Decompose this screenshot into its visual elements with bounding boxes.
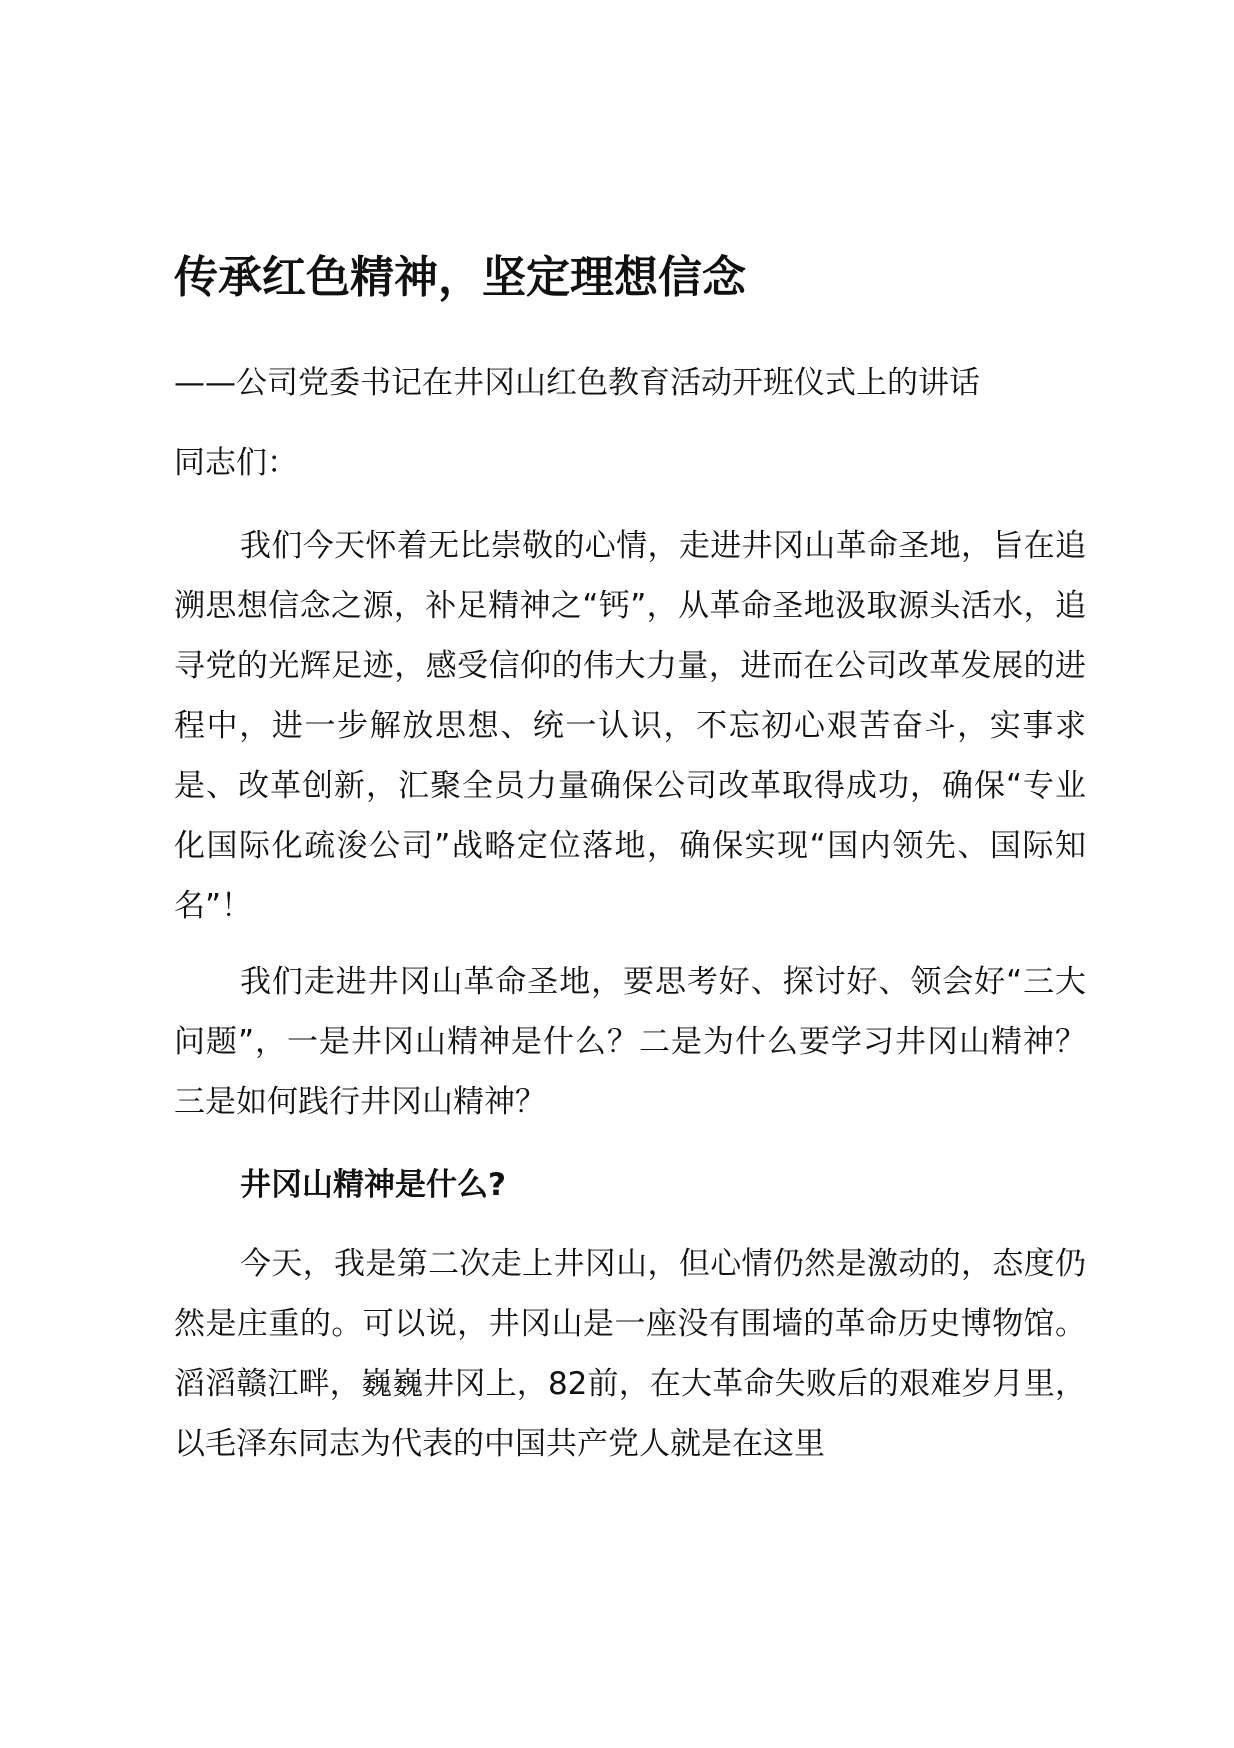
document-title: 传承红色精神，坚定理想信念 [174, 252, 746, 303]
paragraph-2: 我们走进井冈山革命圣地，要思考好、探讨好、领会好“三大问题”，一是井冈山精神是什么？二是为什么要学习井冈山精神？三是如何践行井冈山精神？ [174, 964, 1086, 1120]
section-heading: 井冈山精神是什么? [240, 1167, 506, 1203]
document-subtitle: ——公司党委书记在井冈山红色教育活动开班仪式上的讲话 [174, 365, 980, 401]
salutation: 同志们： [174, 445, 298, 481]
paragraph-1: 我们今天怀着无比崇敬的心情，走进井冈山革命圣地，旨在追溯思想信念之源，补足精神之“钙”，从革命圣地汲取源头活水，追寻党的光辉足迹，感受信仰的伟大力量，进而在公司改革发展的进程中，进一步解放思想、统一认识，不忘初心艰苦奋斗，实事求是、改革创新，汇聚全员力量确保公司改革取得成功，确保“专业化国际化疏浚公司”战略定位落地，确保实现“国内领先、国际知名”！ [174, 528, 1086, 924]
paragraph-3: 今天，我是第二次走上井冈山，但心情仍然是激动的，态度仍然是庄重的。可以说，井冈山是一座没有围墙的革命历史博物馆。滔滔赣江畔，巍巍井冈上，82前，在大革命失败后的艰难岁月里，以毛泽东同志为代表的中国共产党人就是在这里 [174, 1246, 1086, 1462]
